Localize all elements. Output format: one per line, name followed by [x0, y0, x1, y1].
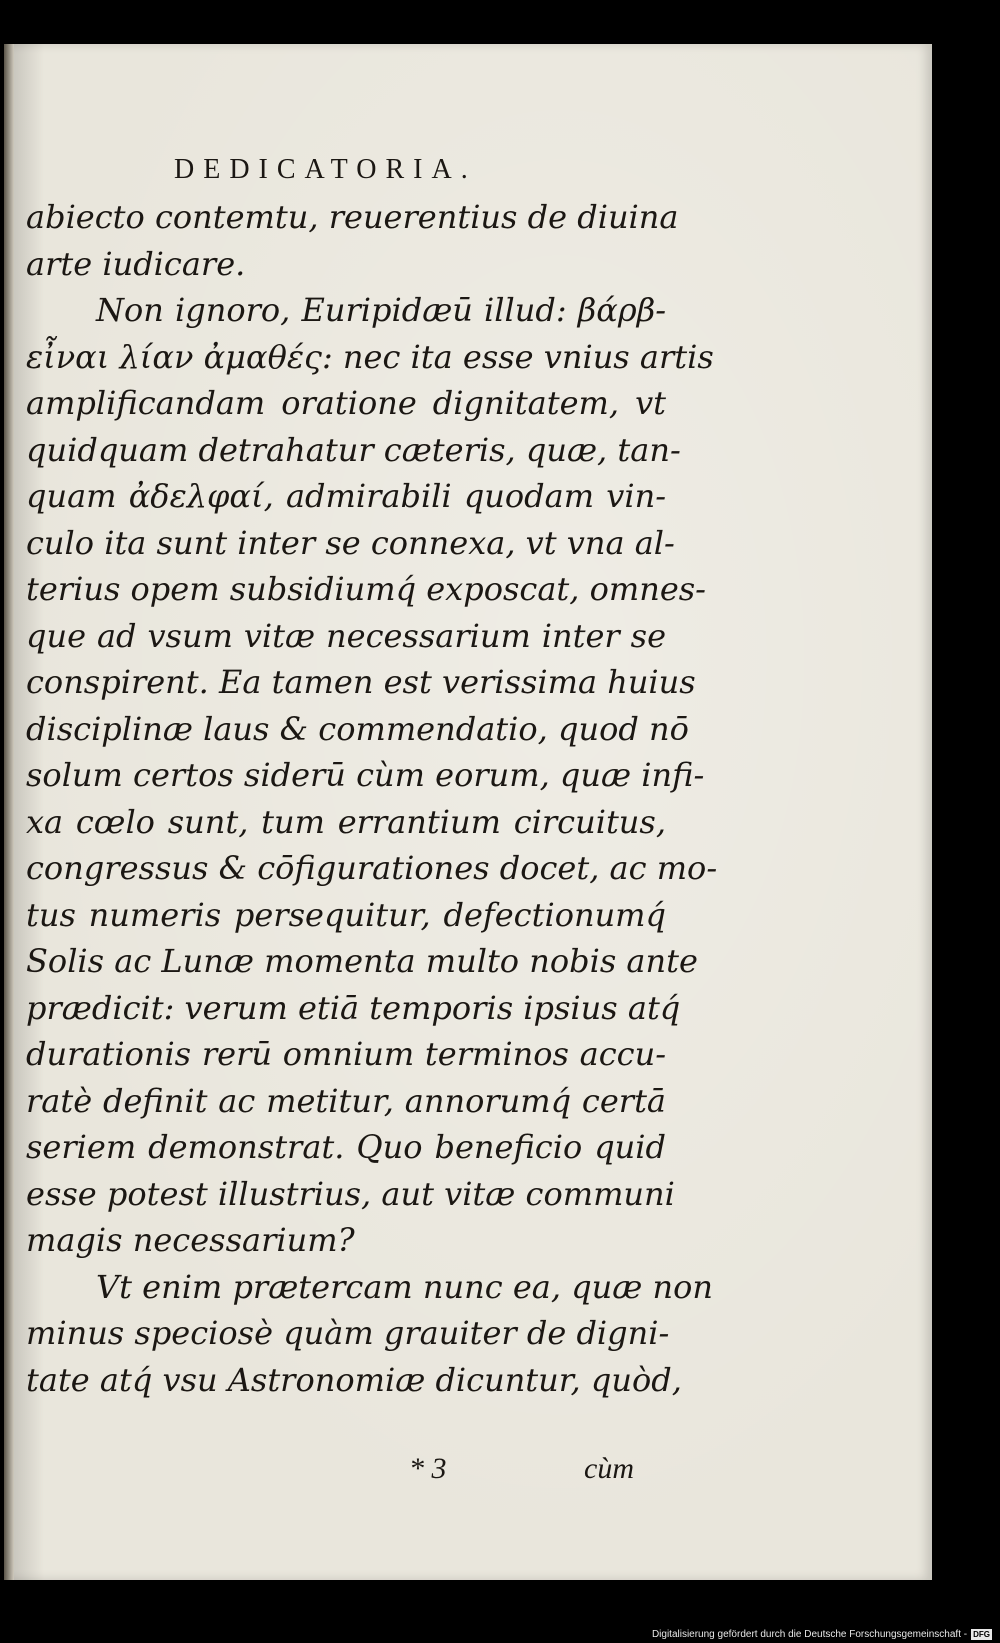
text-line: Non ignoro, Euripidæū illud: βάρβ-: [96, 291, 666, 329]
text-line: conspirent. Ea tamen est verissima huius: [26, 663, 696, 701]
text-line: disciplinæ laus & commendatio, quod nō: [26, 709, 689, 748]
text-line: que ad vsum vitæ necessarium inter se: [26, 616, 666, 655]
text-line: Solis ac Lunæ momenta multo nobis ante: [26, 942, 698, 980]
text-line: terius opem subsidiumq́ exposcat, omnes-: [26, 570, 706, 608]
text-line: minus speciosè quàm grauiter de digni-: [26, 1314, 670, 1352]
text-line: quam ἀδελφαί, admirabili quodam vin-: [26, 477, 666, 515]
text-line: ratè definit ac metitur, annorumq́ certā: [26, 1081, 666, 1120]
text-line: amplificandam oratione dignitatem, vt: [26, 384, 666, 422]
text-line: magis necessarium?: [26, 1221, 355, 1259]
text-line: quidquam detrahatur cæteris, quæ, tan-: [26, 430, 681, 469]
text-line: Vt enim prætercam nunc ea, quæ non: [96, 1267, 714, 1306]
text-line: arte iudicare.: [26, 244, 246, 283]
body-text: [26, 194, 718, 1403]
digitization-credit: [652, 1627, 992, 1641]
text-line: esse potest illustrius, aut vitæ communi: [26, 1174, 675, 1213]
signature-mark: * 3: [409, 1452, 447, 1485]
dfg-logo: DFG: [973, 1629, 990, 1639]
text-line: abiecto contemtu, reuerentius de diuina: [26, 198, 679, 236]
running-head: DEDICATORIA.: [174, 154, 477, 185]
page-gutter: [4, 44, 14, 1580]
book-page: [4, 44, 932, 1580]
text-line: xa cœlo sunt, tum errantium circuitus,: [26, 802, 666, 841]
text-line: seriem demonstrat. Quo beneficio quid: [26, 1128, 666, 1166]
text-line: tate atq́ vsu Astronomiæ dicuntur, quòd,: [26, 1360, 682, 1399]
text-line: culo ita sunt inter se connexa, vt vna al-: [26, 523, 675, 562]
catchword: cùm: [584, 1452, 634, 1485]
text-line: prædicit: verum etiā temporis ipsius atq́: [26, 988, 681, 1027]
credit-text: Digitalisierung gefördert durch die Deutsche Forschungsgemeinschaft -: [651, 1628, 968, 1640]
text-line: εἶναι λίαν ἀμαθές: nec ita esse vnius artis: [26, 337, 714, 376]
text-line: tus numeris persequitur, defectionumq́: [26, 895, 666, 934]
text-line: solum certos siderū cùm eorum, quæ infi-: [26, 756, 705, 794]
text-line: durationis rerū omnium terminos accu-: [26, 1035, 666, 1073]
text-line: congressus & cōfigurationes docet, ac mo-: [26, 849, 718, 887]
